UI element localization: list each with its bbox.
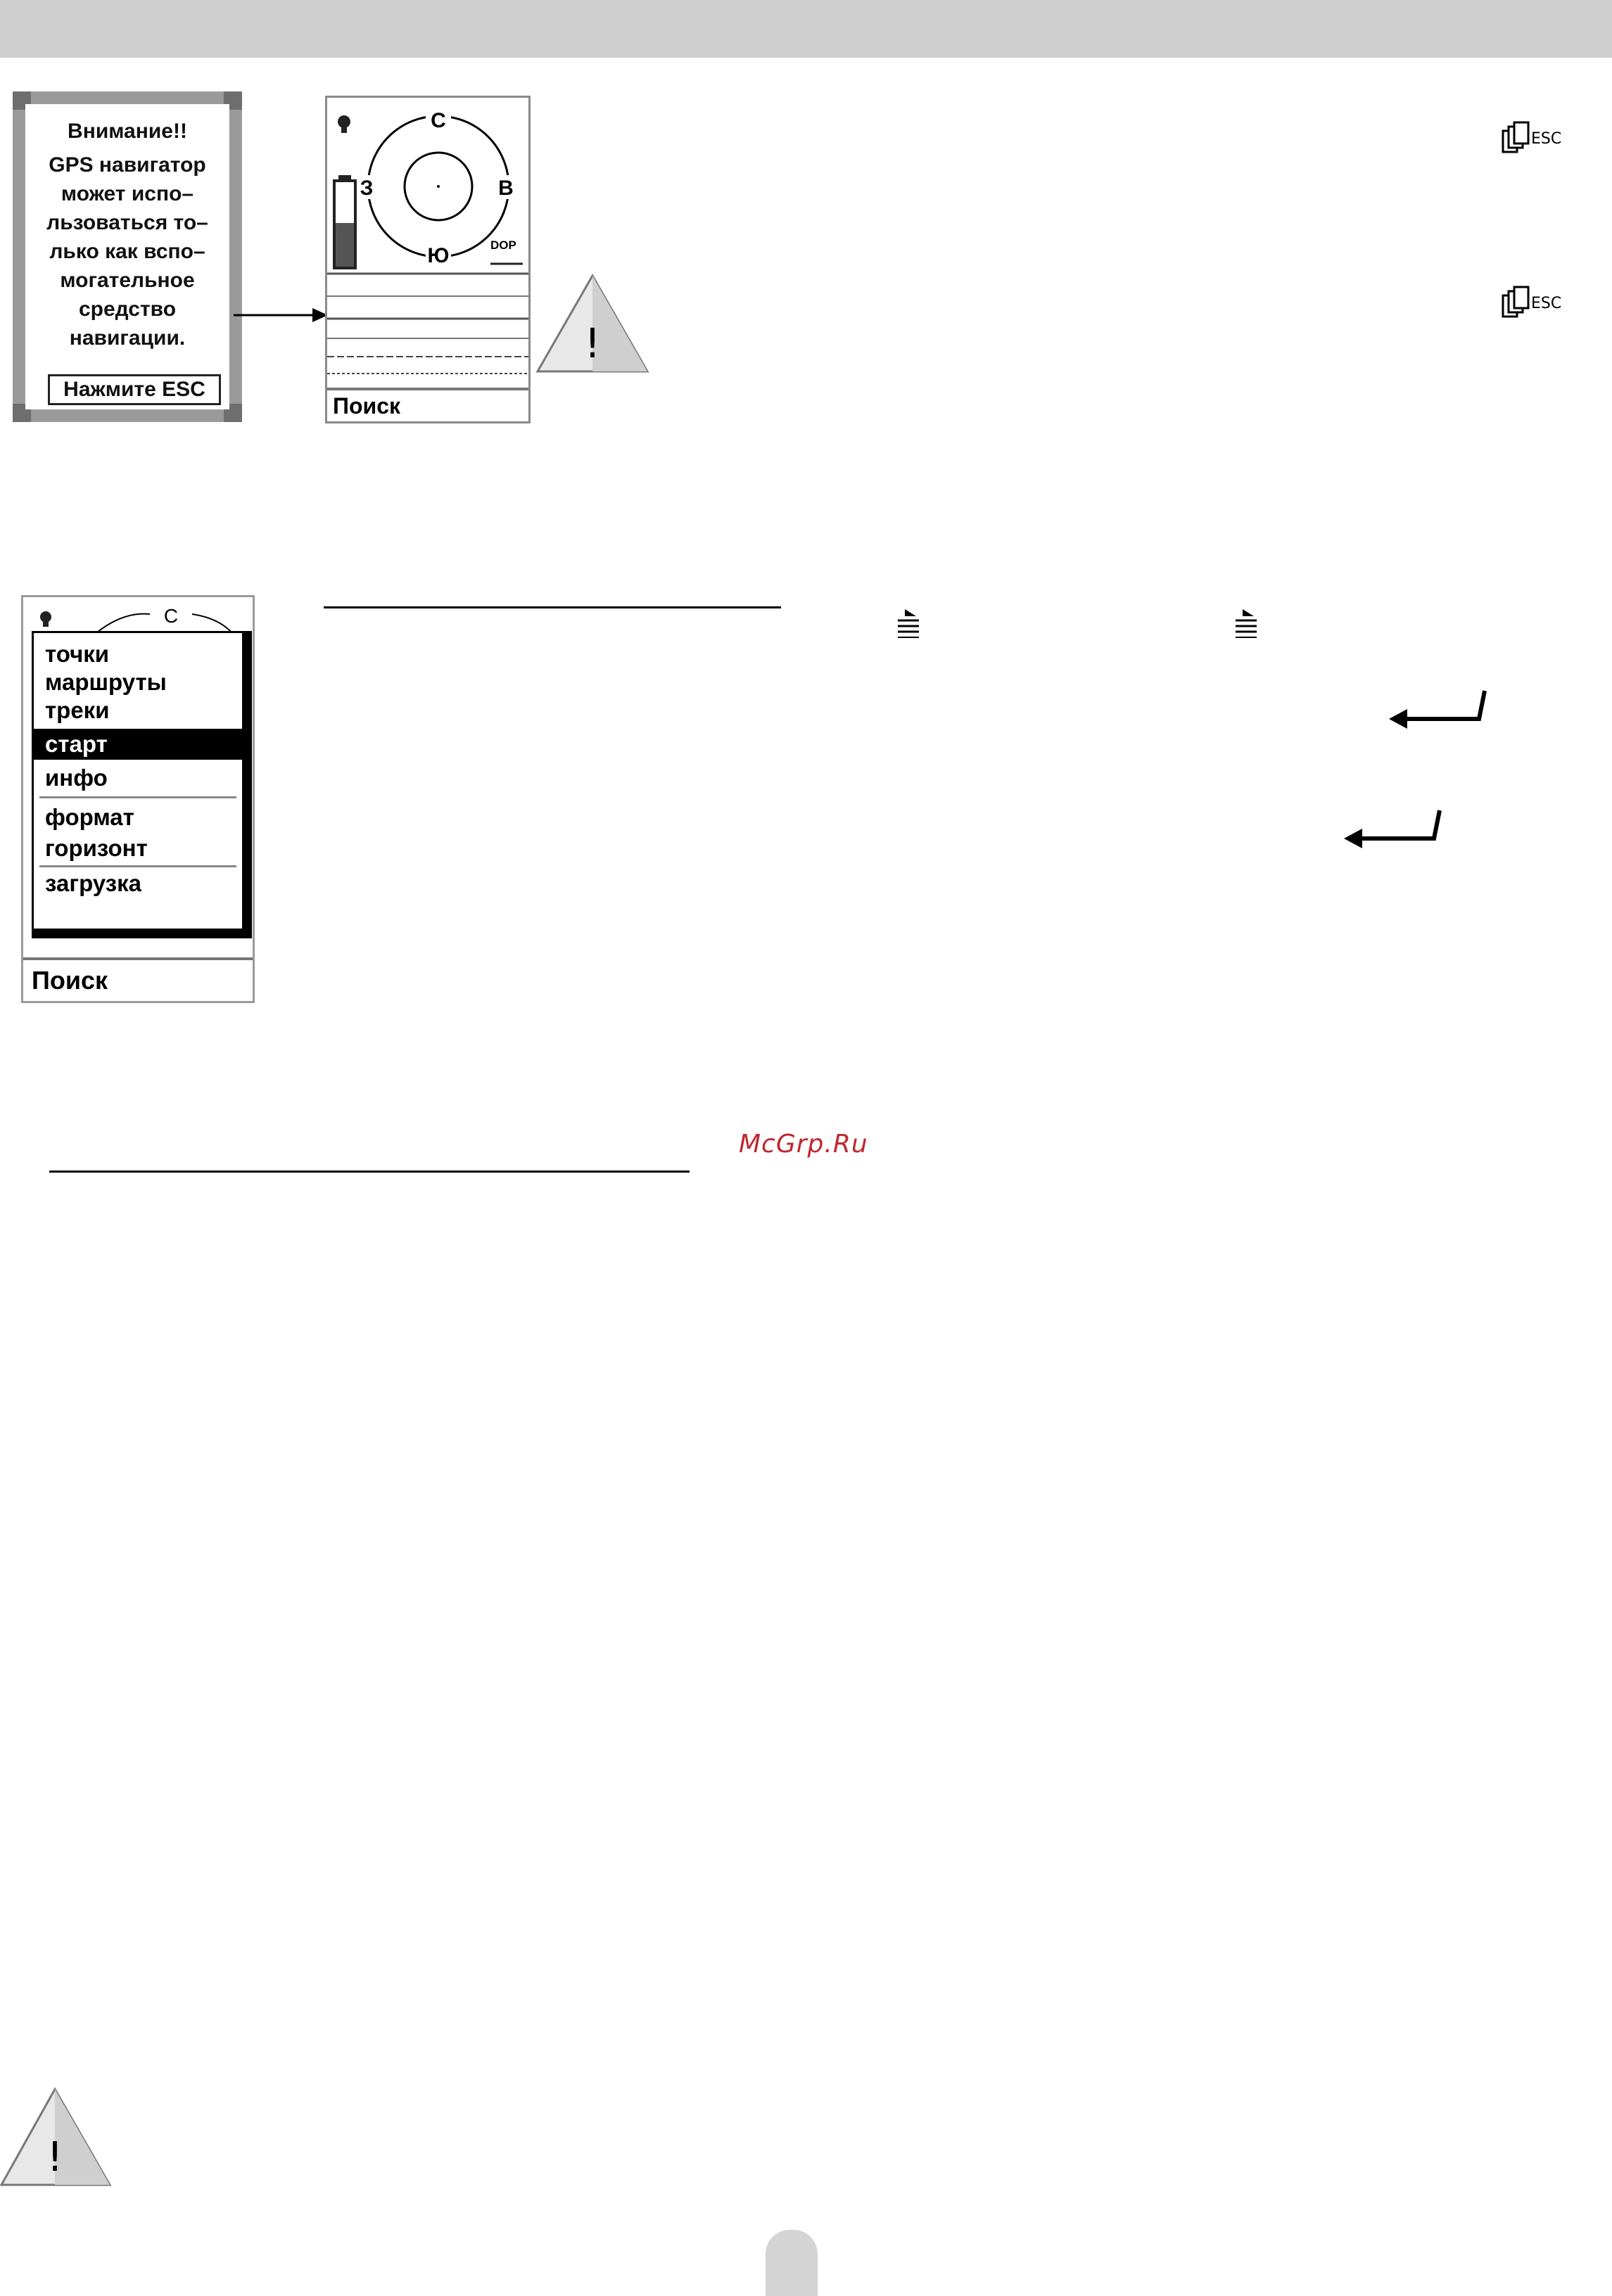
menu-list bbox=[32, 631, 252, 938]
menu-item-routes[interactable]: маршруты bbox=[45, 669, 167, 695]
menu-item-horizon[interactable]: горизонт bbox=[45, 835, 148, 861]
pages-esc-icon bbox=[1500, 286, 1573, 331]
arrow-right-icon bbox=[232, 301, 331, 329]
compass-north-label: С bbox=[431, 109, 446, 132]
menu-item-start[interactable]: старт bbox=[34, 729, 242, 760]
enter-key-icon bbox=[1386, 689, 1492, 732]
backlight-icon bbox=[338, 115, 350, 133]
status-bar: Поиск bbox=[327, 388, 528, 421]
menu-item-tracks[interactable]: треки bbox=[45, 697, 110, 723]
section-rule bbox=[324, 606, 781, 608]
main-menu-screen bbox=[21, 595, 255, 1003]
menu-list-icon bbox=[1233, 608, 1261, 643]
enter-key-icon bbox=[1341, 809, 1447, 851]
menu-item-format[interactable]: формат bbox=[45, 804, 134, 830]
watermark: McGrp.Ru bbox=[739, 1130, 868, 1159]
compass-north-label: С bbox=[163, 605, 179, 627]
svg-text:!: ! bbox=[46, 2133, 63, 2181]
section-rule bbox=[49, 1171, 690, 1173]
header-band bbox=[0, 0, 1612, 58]
compass-south-label: Ю bbox=[427, 244, 450, 267]
warning-screen bbox=[13, 91, 242, 422]
status-bar: Поиск bbox=[23, 957, 253, 1001]
caution-triangle-icon bbox=[0, 2086, 115, 2188]
menu-item-points[interactable]: точки bbox=[45, 641, 110, 667]
gps-status-screen bbox=[325, 96, 531, 423]
press-esc-button[interactable]: Нажмите ESC bbox=[48, 374, 221, 405]
page-number-tab bbox=[766, 2230, 818, 2296]
menu-item-info[interactable]: инфо bbox=[45, 765, 108, 791]
svg-text:ESC: ESC bbox=[1531, 130, 1562, 148]
menu-list-icon bbox=[895, 608, 923, 643]
compass-west-label: З bbox=[360, 177, 374, 200]
dop-label: DOP bbox=[490, 238, 516, 252]
menu-item-upload[interactable]: загрузка bbox=[45, 870, 141, 896]
compass-east-label: В bbox=[498, 177, 514, 200]
svg-text:ESC: ESC bbox=[1531, 295, 1562, 312]
battery-icon bbox=[334, 175, 355, 268]
warning-text: GPS навигатор может испо– льзоваться то– лько как вспо– могательное средство навигации. bbox=[46, 153, 208, 350]
caution-triangle-icon bbox=[535, 273, 650, 374]
svg-text:!: ! bbox=[584, 319, 601, 367]
pages-esc-icon bbox=[1500, 121, 1573, 166]
warning-title: Внимание!! bbox=[68, 120, 187, 143]
